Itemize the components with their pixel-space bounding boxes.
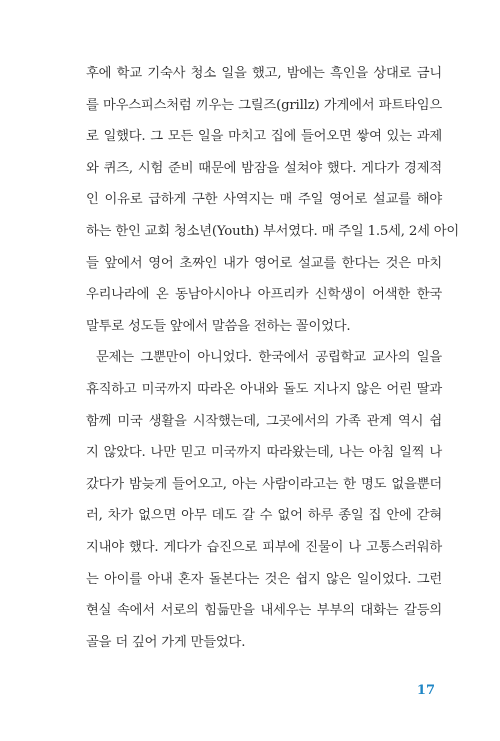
text-line: 와 퀴즈, 시험 준비 때문에 밤잠을 설쳐야 했다. 게다가 경제적 xyxy=(86,160,442,176)
text-line: 러, 차가 없으면 아무 데도 갈 수 없어 하루 종일 집 안에 갇혀 xyxy=(86,508,442,524)
text-line: 말투로 성도들 앞에서 말씀을 전하는 꼴이었다. xyxy=(86,318,351,334)
text-line: 지내야 했다. 게다가 습진으로 피부에 진물이 나 고통스러워하 xyxy=(86,539,442,555)
text-line: 갔다가 밤늦게 들어오고, 아는 사람이라고는 한 명도 없을뿐더 xyxy=(86,476,442,492)
text-line: 를 마우스피스처럼 끼우는 그릴즈(grillz) 가게에서 파트타임으 xyxy=(86,97,442,113)
text-line: 현실 속에서 서로의 힘듦만을 내세우는 부부의 대화는 갈등의 xyxy=(86,603,442,619)
text-line: 인 이유로 급하게 구한 사역지는 매 주일 영어로 설교를 해야 xyxy=(86,192,442,208)
text-line: 휴직하고 미국까지 따라온 아내와 돌도 지나지 않은 어린 딸과 xyxy=(86,381,442,397)
text-line: 로 일했다. 그 모든 일을 마치고 집에 들어오면 쌓여 있는 과제 xyxy=(86,129,442,145)
text-line: 골을 더 깊어 가게 만들었다. xyxy=(86,634,246,650)
page-number: 17 xyxy=(416,683,435,698)
text-line: 후에 학교 기숙사 청소 일을 했고, 밤에는 흑인을 상대로 금니 xyxy=(86,66,442,81)
body-text xyxy=(86,58,460,658)
text-line: 들 앞에서 영어 초짜인 내가 영어로 설교를 한다는 것은 마치 xyxy=(86,255,442,271)
text-line: 우리나라에 온 동남아시아나 아프리카 신학생이 어색한 한국 xyxy=(86,287,442,303)
text-line: 문제는 그뿐만이 아니었다. 한국에서 공립학교 교사의 일을 xyxy=(96,350,442,366)
text-line: 함께 미국 생활을 시작했는데, 그곳에서의 가족 관계 역시 쉽 xyxy=(86,413,442,429)
text-line: 하는 한인 교회 청소년(Youth) 부서였다. 매 주일 1.5세, 2세 아이 xyxy=(86,223,460,239)
text-line: 는 아이를 아내 혼자 돌본다는 것은 쉽지 않은 일이었다. 그런 xyxy=(86,571,442,587)
text-line: 지 않았다. 나만 믿고 미국까지 따라왔는데, 나는 아침 일찍 나 xyxy=(86,445,442,461)
